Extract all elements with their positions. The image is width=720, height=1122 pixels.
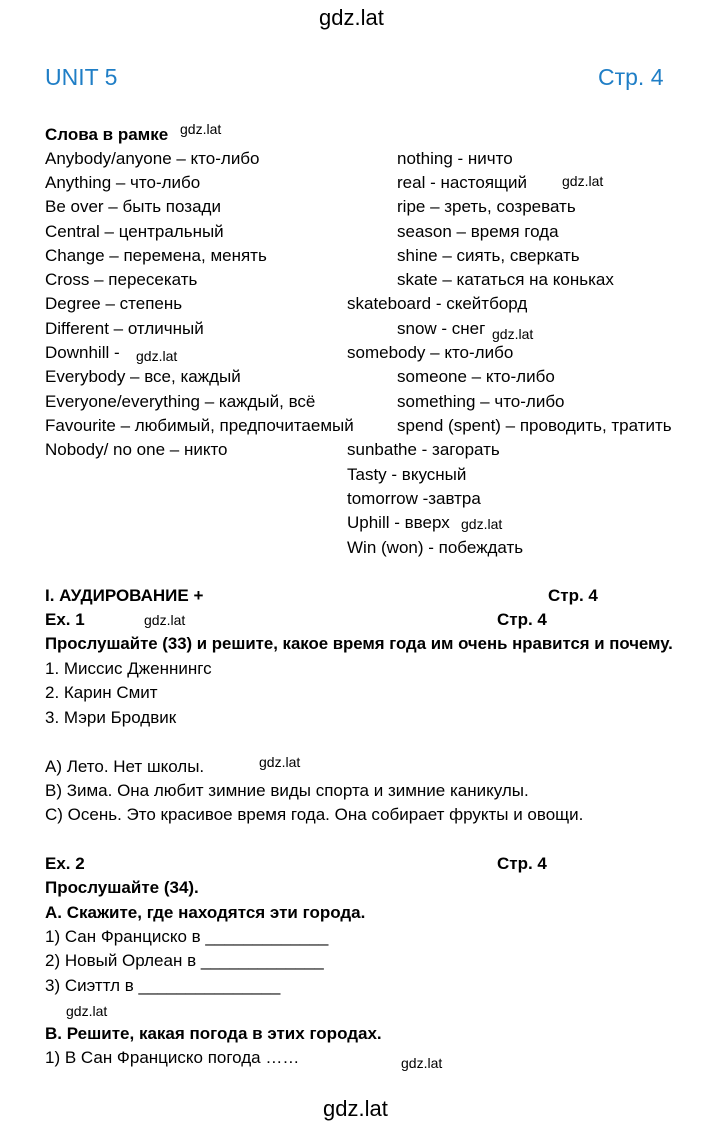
vocab-item: snow - снег bbox=[397, 319, 486, 338]
vocab-item: Change – перемена, менять bbox=[45, 246, 267, 265]
vocab-item: tomorrow -завтра bbox=[347, 489, 481, 508]
ex1-answer: A) Лето. Нет школы. bbox=[45, 757, 205, 776]
ex2-city: 2) Новый Орлеан в _____________ bbox=[45, 951, 324, 970]
vocab-item: Everyone/everything – каждый, всё bbox=[45, 392, 316, 411]
watermark-top: gdz.lat bbox=[319, 5, 384, 30]
vocab-item: Favourite – любимый, предпочитаемый bbox=[45, 416, 354, 435]
vocab-item: Different – отличный bbox=[45, 319, 204, 338]
ex2-task: Прослушайте (34). bbox=[45, 878, 199, 897]
vocab-item: Central – центральный bbox=[45, 222, 224, 241]
vocab-item: something – что-либо bbox=[397, 392, 565, 411]
ex2-part-b: B. Решите, какая погода в этих городах. bbox=[45, 1024, 382, 1043]
watermark: gdz.lat bbox=[461, 516, 503, 532]
vocab-item: Nobody/ no one – никто bbox=[45, 440, 228, 459]
vocab-title: Слова в рамке bbox=[45, 125, 169, 144]
vocab-item: nothing - ничто bbox=[397, 149, 513, 168]
watermark: gdz.lat bbox=[562, 173, 604, 189]
watermark: gdz.lat bbox=[66, 1003, 108, 1019]
watermark: gdz.lat bbox=[136, 348, 178, 364]
vocab-item: season – время года bbox=[397, 222, 559, 241]
ex1-answer: B) Зима. Она любит зимние виды спорта и зимние каникулы. bbox=[45, 781, 529, 800]
watermark: gdz.lat bbox=[180, 121, 222, 137]
ex1-person: 1. Миссис Дженнингс bbox=[45, 659, 212, 678]
vocab-item: Degree – степень bbox=[45, 294, 183, 313]
vocab-item: someone – кто-либо bbox=[397, 367, 555, 386]
vocab-item: Tasty - вкусный bbox=[347, 465, 467, 484]
vocab-item: skate – кататься на коньках bbox=[397, 270, 614, 289]
ex1-answer: C) Осень. Это красивое время года. Она собирает фрукты и овощи. bbox=[45, 805, 584, 824]
vocab-item: Anybody/anyone – кто-либо bbox=[45, 149, 260, 168]
ex2-city: 3) Сиэттл в _______________ bbox=[45, 976, 281, 995]
vocab-item: Win (won) - побеждать bbox=[347, 538, 524, 557]
watermark: gdz.lat bbox=[401, 1055, 443, 1071]
ex2-city: 1) Сан Франциско в _____________ bbox=[45, 927, 329, 946]
watermark: gdz.lat bbox=[492, 326, 534, 342]
vocab-item: real - настоящий bbox=[397, 173, 528, 192]
vocab-item: shine – сиять, сверкать bbox=[397, 246, 580, 265]
vocab-item: sunbathe - загорать bbox=[347, 440, 500, 459]
section-page: Стр. 4 bbox=[548, 586, 598, 605]
watermark-bottom: gdz.lat bbox=[323, 1096, 388, 1121]
ex1-person: 2. Карин Смит bbox=[45, 683, 158, 702]
unit-title: UNIT 5 bbox=[45, 64, 118, 90]
vocab-item: Anything – что-либо bbox=[45, 173, 201, 192]
ex2-part-a: A. Скажите, где находятся эти города. bbox=[45, 903, 366, 922]
header-page: Стр. 4 bbox=[598, 64, 664, 90]
vocab-item: somebody – кто-либо bbox=[347, 343, 514, 362]
ex1-label: Ex. 1 bbox=[45, 610, 85, 629]
vocab-item: Cross – пересекать bbox=[45, 270, 198, 289]
watermark: gdz.lat bbox=[259, 754, 301, 770]
vocab-item: ripe – зреть, созревать bbox=[397, 197, 576, 216]
ex1-task: Прослушайте (33) и решите, какое время года им очень нравится и почему. bbox=[45, 634, 673, 653]
vocab-item: skateboard - скейтборд bbox=[347, 294, 528, 313]
vocab-item: spend (spent) – проводить, тратить bbox=[397, 416, 672, 435]
vocab-item: Downhill - bbox=[45, 343, 120, 362]
ex2-weather: 1) В Сан Франциско погода …… bbox=[45, 1048, 300, 1067]
watermark: gdz.lat bbox=[144, 612, 186, 628]
section-title: I. АУДИРОВАНИЕ + bbox=[45, 586, 204, 605]
ex2-label: Ex. 2 bbox=[45, 854, 85, 873]
vocab-item: Be over – быть позади bbox=[45, 197, 221, 216]
vocab-item: Everybody – все, каждый bbox=[45, 367, 241, 386]
ex2-page: Стр. 4 bbox=[497, 854, 547, 873]
ex1-page: Стр. 4 bbox=[497, 610, 547, 629]
ex1-person: 3. Мэри Бродвик bbox=[45, 708, 177, 727]
vocab-item: Uphill - вверх bbox=[347, 513, 450, 532]
